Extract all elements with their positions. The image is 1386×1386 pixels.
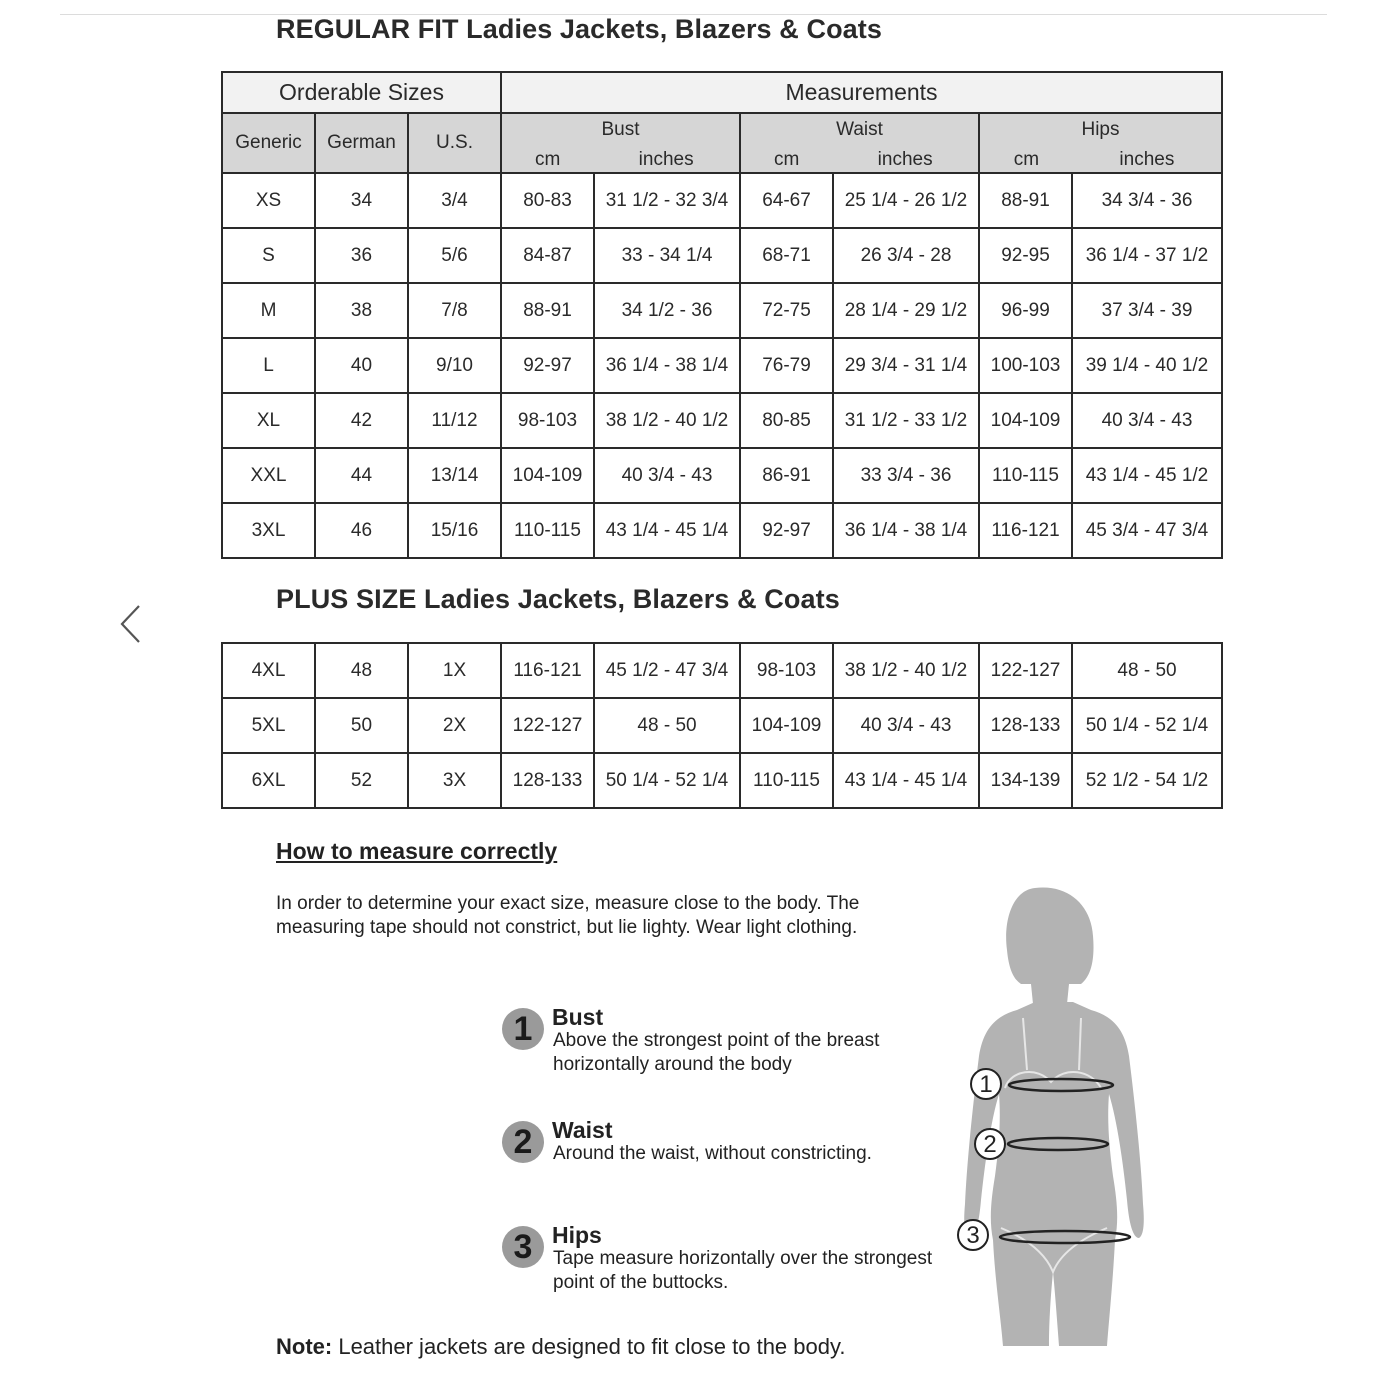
regular-fit-title: REGULAR FIT Ladies Jackets, Blazers & Coats xyxy=(276,14,882,44)
table-cell: 122-127 xyxy=(979,643,1072,698)
table-cell: 36 1/4 - 38 1/4 xyxy=(594,338,740,393)
table-cell: 64-67 xyxy=(740,173,833,228)
body-silhouette-icon xyxy=(955,880,1185,1350)
table-cell: 2X xyxy=(408,698,501,753)
svg-text:3: 3 xyxy=(966,1222,980,1249)
table-cell: 134-139 xyxy=(979,753,1072,808)
hips-header xyxy=(979,113,1222,173)
table-cell: 116-121 xyxy=(979,503,1072,558)
table-cell: 88-91 xyxy=(979,173,1072,228)
step-number-badge: 2 xyxy=(502,1121,544,1163)
table-cell: 34 1/2 - 36 xyxy=(594,283,740,338)
table-cell: 9/10 xyxy=(408,338,501,393)
table-cell: 46 xyxy=(315,503,408,558)
generic-header: Generic xyxy=(222,113,315,173)
table-row xyxy=(222,753,1222,808)
table-cell: 40 3/4 - 43 xyxy=(833,698,979,753)
table-cell: 98-103 xyxy=(501,393,594,448)
note-text: Leather jackets are designed to fit close to the body. xyxy=(332,1334,846,1359)
table-cell: 92-95 xyxy=(979,228,1072,283)
table-cell: 3XL xyxy=(222,503,315,558)
how-to-measure-heading: How to measure correctly xyxy=(276,838,558,864)
table-cell: 48 - 50 xyxy=(1072,643,1222,698)
table-cell: 122-127 xyxy=(501,698,594,753)
step-title: Bust xyxy=(552,1004,604,1030)
table-cell: 36 xyxy=(315,228,408,283)
table-cell: 110-115 xyxy=(501,503,594,558)
table-cell: 116-121 xyxy=(501,643,594,698)
hips-label: Hips xyxy=(1081,119,1120,140)
bust-label: Bust xyxy=(601,119,640,140)
table-cell: 52 xyxy=(315,753,408,808)
table-cell: 43 1/4 - 45 1/2 xyxy=(1072,448,1222,503)
table-row xyxy=(222,228,1222,283)
table-cell: 28 1/4 - 29 1/2 xyxy=(833,283,979,338)
table-cell: 68-71 xyxy=(740,228,833,283)
table-cell: 88-91 xyxy=(501,283,594,338)
step-number-badge: 1 xyxy=(502,1008,544,1050)
table-cell: 11/12 xyxy=(408,393,501,448)
table-cell: 26 3/4 - 28 xyxy=(833,228,979,283)
table-cell: XXL xyxy=(222,448,315,503)
table-cell: L xyxy=(222,338,315,393)
table-cell: 43 1/4 - 45 1/4 xyxy=(594,503,740,558)
waist-inches-label: inches xyxy=(877,149,933,170)
table-cell: 50 1/4 - 52 1/4 xyxy=(594,753,740,808)
note-label: Note: xyxy=(276,1334,333,1359)
table-cell: 45 1/2 - 47 3/4 xyxy=(594,643,740,698)
table-row xyxy=(222,643,1222,698)
table-cell: 100-103 xyxy=(979,338,1072,393)
table-cell: 52 1/2 - 54 1/2 xyxy=(1072,753,1222,808)
table-cell: 92-97 xyxy=(501,338,594,393)
table-cell: 15/16 xyxy=(408,503,501,558)
bust-inches-label: inches xyxy=(638,149,694,170)
table-cell: 39 1/4 - 40 1/2 xyxy=(1072,338,1222,393)
bust-header xyxy=(501,113,740,173)
table-row xyxy=(222,283,1222,338)
table-cell: 31 1/2 - 32 3/4 xyxy=(594,173,740,228)
marker-3 xyxy=(958,1220,988,1250)
table-cell: 31 1/2 - 33 1/2 xyxy=(833,393,979,448)
table-cell: 4XL xyxy=(222,643,315,698)
bust-cm-label: cm xyxy=(534,149,561,170)
table-cell: 36 1/4 - 38 1/4 xyxy=(833,503,979,558)
table-cell: 86-91 xyxy=(740,448,833,503)
table-cell: 128-133 xyxy=(979,698,1072,753)
regular-size-table xyxy=(221,71,1223,559)
table-cell: 80-85 xyxy=(740,393,833,448)
table-cell: 45 3/4 - 47 3/4 xyxy=(1072,503,1222,558)
german-header: German xyxy=(315,113,408,173)
waist-label: Waist xyxy=(836,119,883,140)
table-cell: 48 xyxy=(315,643,408,698)
step-title: Hips xyxy=(552,1222,602,1248)
table-cell: 1X xyxy=(408,643,501,698)
svg-text:1: 1 xyxy=(979,1071,993,1098)
measurements-header: Measurements xyxy=(501,72,1222,113)
table-cell: 25 1/4 - 26 1/2 xyxy=(833,173,979,228)
table-cell: 29 3/4 - 31 1/4 xyxy=(833,338,979,393)
step-number-badge: 3 xyxy=(502,1226,544,1268)
table-cell: 80-83 xyxy=(501,173,594,228)
table-cell: 50 xyxy=(315,698,408,753)
how-to-measure-intro: In order to determine your exact size, measure close to the body. The measuring tape should not constrict, but lie lighty. Wear light clothing. xyxy=(276,893,860,938)
table-cell: 34 3/4 - 36 xyxy=(1072,173,1222,228)
waist-header xyxy=(740,113,979,173)
step-description: Tape measure horizontally over the strongest point of the buttocks. xyxy=(553,1248,933,1293)
table-cell: XS xyxy=(222,173,315,228)
table-cell: 38 xyxy=(315,283,408,338)
table-cell: 33 3/4 - 36 xyxy=(833,448,979,503)
table-row xyxy=(222,698,1222,753)
table-cell: 3/4 xyxy=(408,173,501,228)
table-cell: 6XL xyxy=(222,753,315,808)
table-cell: 104-109 xyxy=(740,698,833,753)
chevron-left-icon xyxy=(117,602,143,646)
table-cell: 104-109 xyxy=(979,393,1072,448)
table-cell: 7/8 xyxy=(408,283,501,338)
marker-2 xyxy=(975,1129,1005,1159)
table-cell: 48 - 50 xyxy=(594,698,740,753)
table-cell: 3X xyxy=(408,753,501,808)
orderable-sizes-header: Orderable Sizes xyxy=(222,72,501,113)
table-cell: 128-133 xyxy=(501,753,594,808)
table-cell: 33 - 34 1/4 xyxy=(594,228,740,283)
table-cell: 72-75 xyxy=(740,283,833,338)
hips-inches-label: inches xyxy=(1119,149,1175,170)
waist-cm-label: cm xyxy=(773,149,800,170)
plus-size-table xyxy=(221,642,1223,809)
table-row xyxy=(222,448,1222,503)
hips-cm-label: cm xyxy=(1013,149,1040,170)
table-cell: 13/14 xyxy=(408,448,501,503)
table-cell: 34 xyxy=(315,173,408,228)
table-cell: 40 xyxy=(315,338,408,393)
table-row xyxy=(222,503,1222,558)
table-cell: 42 xyxy=(315,393,408,448)
table-cell: 36 1/4 - 37 1/2 xyxy=(1072,228,1222,283)
table-cell: S xyxy=(222,228,315,283)
table-cell: 84-87 xyxy=(501,228,594,283)
leather-note xyxy=(276,1334,845,1360)
table-cell: 37 3/4 - 39 xyxy=(1072,283,1222,338)
table-cell: M xyxy=(222,283,315,338)
table-cell: 76-79 xyxy=(740,338,833,393)
step-description: Around the waist, without constricting. xyxy=(553,1143,872,1164)
svg-text:2: 2 xyxy=(983,1131,997,1158)
table-cell: XL xyxy=(222,393,315,448)
table-cell: 110-115 xyxy=(740,753,833,808)
table-cell: 110-115 xyxy=(979,448,1072,503)
table-cell: 38 1/2 - 40 1/2 xyxy=(594,393,740,448)
table-cell: 96-99 xyxy=(979,283,1072,338)
us-header: U.S. xyxy=(408,113,501,173)
table-cell: 40 3/4 - 43 xyxy=(1072,393,1222,448)
table-cell: 5/6 xyxy=(408,228,501,283)
table-row xyxy=(222,338,1222,393)
step-description: Above the strongest point of the breast horizontally around the body xyxy=(553,1030,880,1075)
table-cell: 92-97 xyxy=(740,503,833,558)
table-cell: 40 3/4 - 43 xyxy=(594,448,740,503)
step-title: Waist xyxy=(552,1117,613,1143)
marker-1 xyxy=(971,1069,1001,1099)
table-cell: 43 1/4 - 45 1/4 xyxy=(833,753,979,808)
table-row xyxy=(222,393,1222,448)
previous-image-button[interactable] xyxy=(108,598,152,650)
table-cell: 104-109 xyxy=(501,448,594,503)
table-cell: 98-103 xyxy=(740,643,833,698)
table-cell: 44 xyxy=(315,448,408,503)
table-cell: 38 1/2 - 40 1/2 xyxy=(833,643,979,698)
table-cell: 50 1/4 - 52 1/4 xyxy=(1072,698,1222,753)
table-row xyxy=(222,173,1222,228)
table-cell: 5XL xyxy=(222,698,315,753)
plus-size-title: PLUS SIZE Ladies Jackets, Blazers & Coats xyxy=(276,584,840,614)
